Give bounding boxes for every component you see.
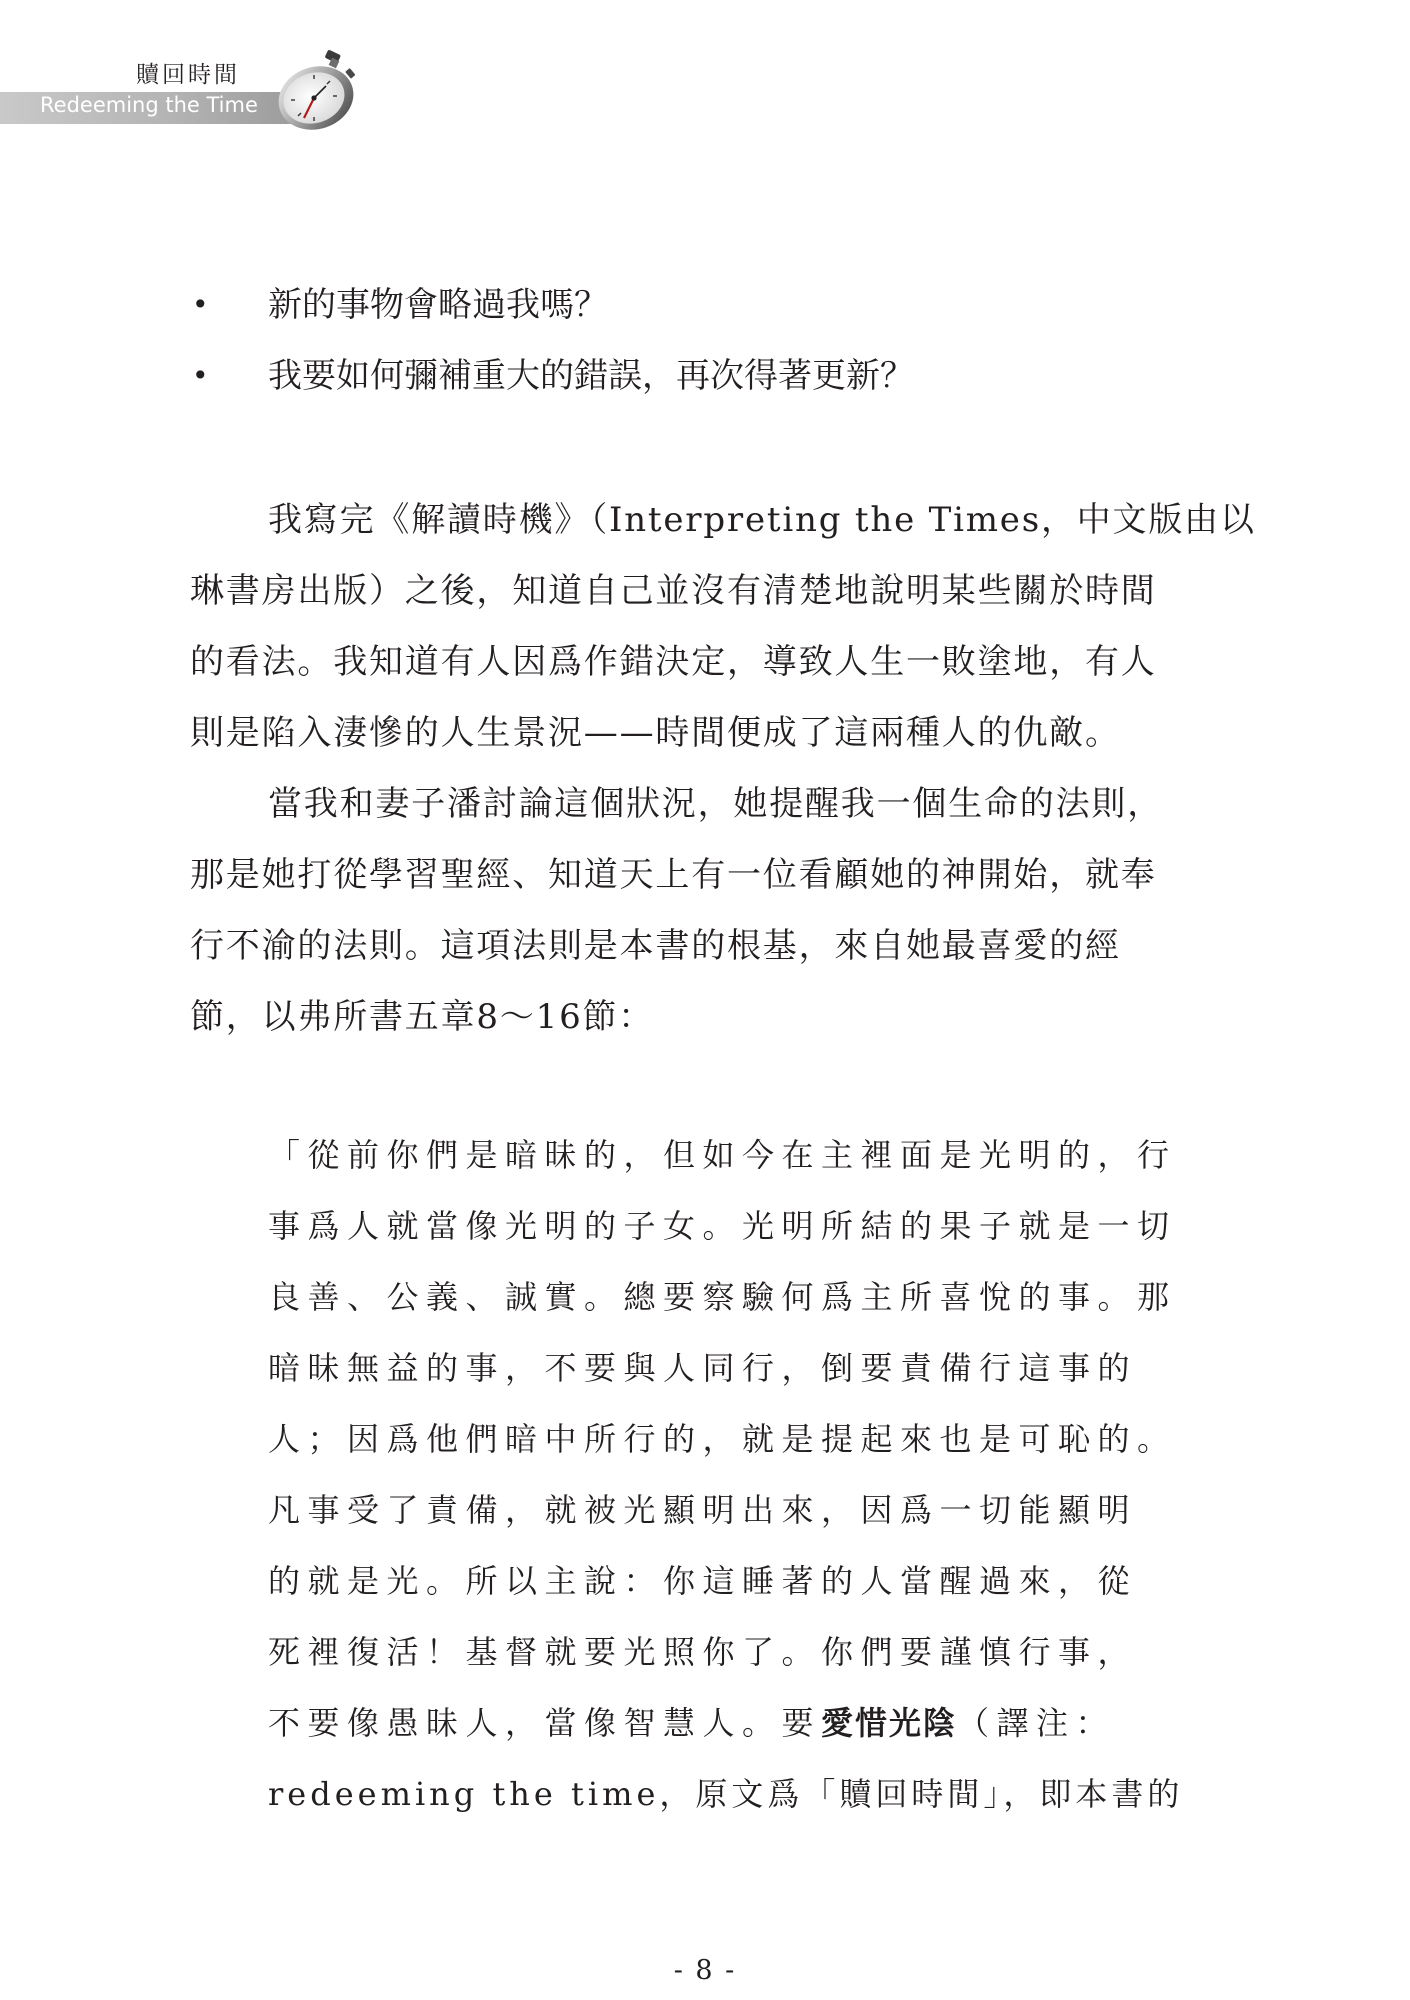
scripture-quote xyxy=(268,1127,1184,1837)
header-title-cn: 贖回時間 xyxy=(136,62,240,88)
paragraph-line: 則是陷入淒慘的人生景況——時間便成了這兩種人的仇敵。 xyxy=(190,713,1121,753)
quote-line: redeeming the time，原文爲「贖回時間」，即本書的 xyxy=(268,1775,1184,1813)
quote-text: （譯注： xyxy=(957,1704,1116,1742)
bullet-list xyxy=(190,283,1250,425)
paragraph-line: 行不渝的法則。這項法則是本書的根基，來自她最喜愛的經 xyxy=(190,926,1121,966)
header-title-en: Redeeming the Time xyxy=(40,93,258,117)
list-item xyxy=(190,283,1250,354)
quote-line: 人；因爲他們暗中所行的，就是提起來也是可恥的。 xyxy=(268,1420,1177,1458)
quote-line: 凡事受了責備，就被光顯明出來，因爲一切能顯明 xyxy=(268,1491,1138,1529)
paragraph xyxy=(190,776,1250,1060)
quote-text: 不要像愚昧人，當像智慧人。要 xyxy=(268,1704,822,1742)
quote-line: 暗昧無益的事，不要與人同行，倒要責備行這事的 xyxy=(268,1349,1138,1387)
quote-line xyxy=(268,1695,1168,1766)
quote-line: 「從前你們是暗昧的，但如今在主裡面是光明的，行 xyxy=(268,1136,1177,1174)
paragraph-line: 琳書房出版）之後，知道自己並沒有清楚地說明某些關於時間 xyxy=(190,571,1157,611)
paragraph-line: 那是她打從學習聖經、知道天上有一位看顧她的神開始，就奉 xyxy=(190,855,1157,895)
bullet-symbol: • xyxy=(192,359,209,392)
bullet-symbol: • xyxy=(192,288,209,321)
bullet-text: 我要如何彌補重大的錯誤，再次得著更新？ xyxy=(268,356,914,396)
paragraph-line: 當我和妻子潘討論這個狀況，她提醒我一個生命的法則， xyxy=(268,784,1163,824)
paragraph-line: 我寫完《解讀時機》（Interpreting the Times，中文版由以 xyxy=(268,500,1256,540)
paragraph-line: 節，以弗所書五章8～16節： xyxy=(190,997,655,1037)
list-item xyxy=(190,354,1250,425)
paragraph-line: 的看法。我知道有人因爲作錯決定，導致人生一敗塗地，有人 xyxy=(190,642,1157,682)
page-number: - 8 - xyxy=(673,1955,737,1986)
quote-line: 良善、公義、誠實。總要察驗何爲主所喜悅的事。那 xyxy=(268,1278,1177,1316)
body-paragraphs xyxy=(190,492,1256,1060)
quote-line: 死裡復活！基督就要光照你了。你們要謹慎行事， xyxy=(268,1633,1138,1671)
emphasis-text: 愛惜光陰 xyxy=(821,1704,958,1742)
bullet-text: 新的事物會略過我嗎？ xyxy=(268,285,608,325)
quote-line: 事爲人就當像光明的子女。光明所結的果子就是一切 xyxy=(268,1207,1177,1245)
quote-line: 的就是光。所以主說：你這睡著的人當醒過來，從 xyxy=(268,1562,1138,1600)
paragraph xyxy=(190,492,1256,776)
